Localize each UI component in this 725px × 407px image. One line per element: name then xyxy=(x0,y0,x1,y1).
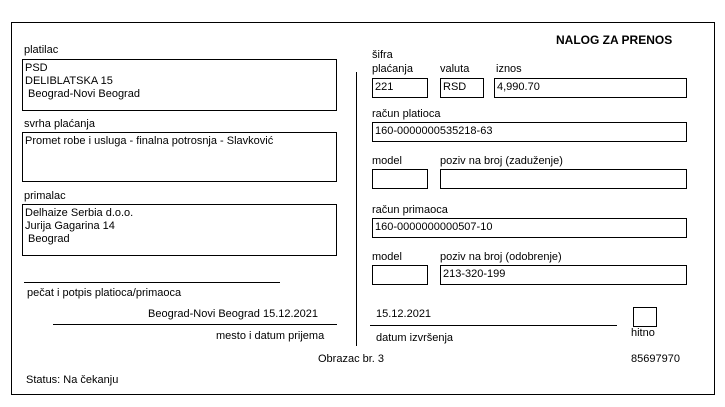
recipient-account-field[interactable] xyxy=(372,218,687,238)
stamp-label: pečat i potpis platioca/primaoca xyxy=(27,287,182,299)
payer-model-label: model xyxy=(372,155,402,167)
payer-model-field[interactable] xyxy=(372,169,428,189)
currency-value: RSD xyxy=(443,81,467,93)
currency-label: valuta xyxy=(440,63,470,75)
payment-code-label-bottom: plaćanja xyxy=(372,63,413,75)
payment-code-field[interactable] xyxy=(372,78,428,98)
recipient-reference-label: poziv na broj (odobrenje) xyxy=(440,251,562,263)
recipient-line-3: Beograd xyxy=(25,233,70,245)
amount-label: iznos xyxy=(496,63,522,75)
urgent-label: hitno xyxy=(631,327,655,339)
purpose-label: svrha plaćanja xyxy=(24,118,95,130)
place-date-label: mesto i datum prijema xyxy=(216,330,325,342)
payment-code-value: 221 xyxy=(375,81,394,93)
urgent-checkbox[interactable] xyxy=(633,307,657,327)
execution-date-label: datum izvršenja xyxy=(376,332,454,344)
payer-line-1: PSD xyxy=(25,62,48,74)
form-title: NALOG ZA PRENOS xyxy=(556,33,673,47)
document-id: 85697970 xyxy=(631,353,680,365)
recipient-line-1: Delhaize Serbia d.o.o. xyxy=(25,207,134,219)
recipient-model-field[interactable] xyxy=(372,265,428,285)
recipient-account-value: 160-0000000000507-10 xyxy=(375,221,493,233)
recipient-line-2: Jurija Gagarina 14 xyxy=(25,220,115,232)
payer-account-field[interactable] xyxy=(372,122,687,142)
amount-field[interactable] xyxy=(494,78,687,98)
purpose-field[interactable] xyxy=(22,132,337,182)
stamp-signature-line xyxy=(24,282,280,283)
recipient-account-label: račun primaoca xyxy=(372,204,448,216)
place-date-line xyxy=(53,324,337,325)
payer-field[interactable] xyxy=(22,59,337,111)
form-number: Obrazac br. 3 xyxy=(318,353,385,365)
payer-label: platilac xyxy=(24,44,59,56)
payer-reference-field[interactable] xyxy=(440,169,687,189)
recipient-reference-field[interactable] xyxy=(440,265,687,285)
payer-reference-label: poziv na broj (zaduženje) xyxy=(440,155,563,167)
recipient-reference-value: 213-320-199 xyxy=(443,268,506,280)
payer-account-value: 160-0000000535218-63 xyxy=(375,125,493,137)
execution-date-line xyxy=(370,325,617,326)
currency-field[interactable] xyxy=(440,78,484,98)
amount-value: 4,990.70 xyxy=(497,81,540,93)
status-text: Status: Na čekanju xyxy=(26,374,119,386)
payer-account-label: račun platioca xyxy=(372,108,441,120)
payment-code-label-top: šifra xyxy=(372,49,393,61)
payer-line-3: Beograd-Novi Beograd xyxy=(25,88,140,100)
recipient-field[interactable] xyxy=(22,204,337,256)
recipient-model-label: model xyxy=(372,251,402,263)
column-divider xyxy=(356,72,357,346)
execution-date-value: 15.12.2021 xyxy=(376,308,432,320)
payer-line-2: DELIBLATSKA 15 xyxy=(25,75,113,87)
place-date-value: Beograd-Novi Beograd 15.12.2021 xyxy=(148,308,319,320)
purpose-value: Promet robe i usluga - finalna potrosnja - Slavković xyxy=(25,135,274,147)
recipient-label: primalac xyxy=(24,190,66,202)
